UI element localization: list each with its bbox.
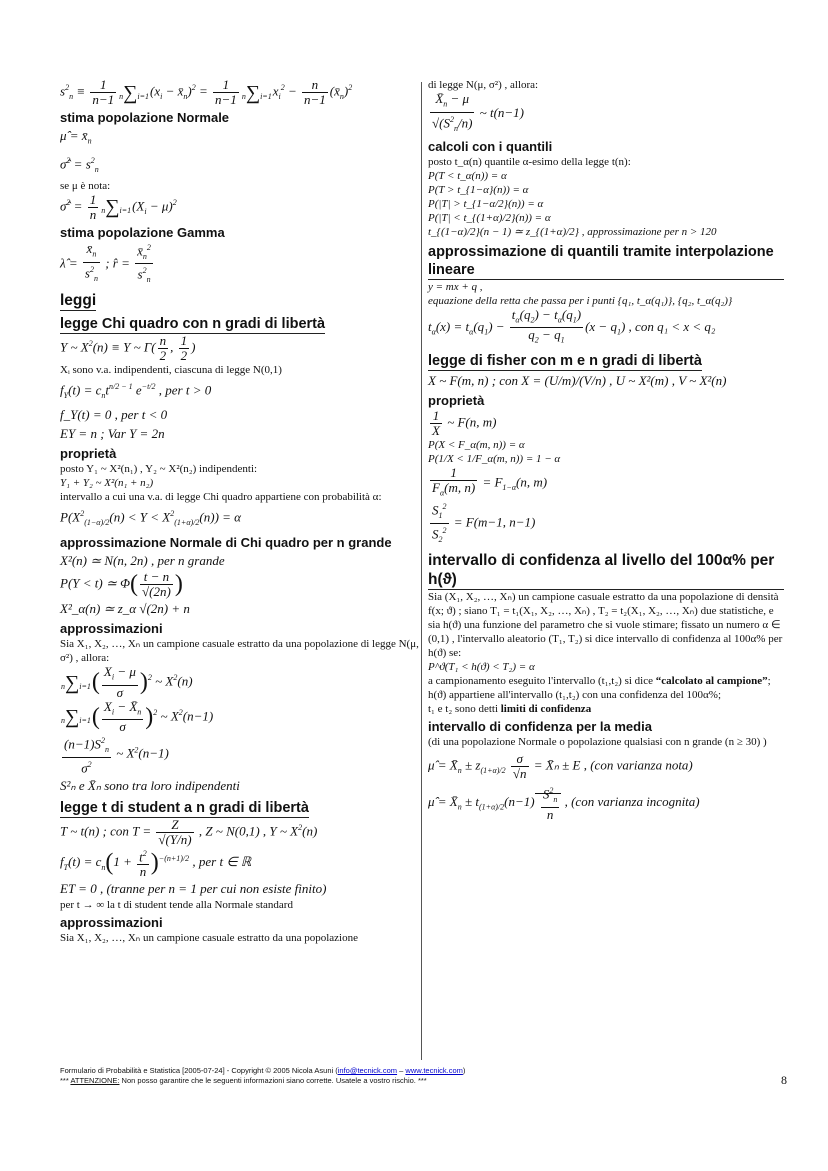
text-chi-desc: Xᵢ sono v.a. indipendenti, ciascuna di legge N(0,1) [60, 364, 282, 377]
text-ic-definition: Sia (X₁, X₂, …, Xₙ) un campione casuale estratto da una popolazione di densità f(x; ϑ) ; siano T₁ = t₁(X₁, X₂, …, Xₙ) , T₂ = t₂(X₁, X₂, …, Xₙ) due statistiche, e sia h(ϑ) una funzione del parametro che si vuole stimare; fissato un numero α ∈ (0,1) , l'intervallo aleatorio (T₁, T₂) si dice intervallo di confidenza al 100α% per h(ϑ) se: [428, 591, 783, 660]
heading-fisher: legge di fisher con m e n gradi di libertà [428, 352, 702, 369]
formula-approx-chi-2: P(Y < t) ≃ Φ( $\frac{t - n}{√(2n)}$ ) [60, 569, 183, 600]
formula-chi-density-zero: f_Y(t) = 0 , per t < 0 [60, 407, 168, 423]
heading-t-student: legge t di student a n gradi di libertà [60, 799, 309, 816]
text-posto: posto Y₁ ~ X²(n₁) , Y₂ ~ X²(n₂) indipendenti: [60, 463, 258, 476]
page-number: 8 [781, 1073, 787, 1087]
text-intervallo: intervallo a cui una v.a. di legge Chi quadro appartiene con probabilità α: [60, 491, 382, 504]
formula-fisher-inverse: $\frac{1}{X}$ ~ F(n, m) [432, 407, 497, 438]
text-media-desc: (di una popolazione Normale o popolazione qualsiasi con n grande (n ≥ 30) ) [428, 736, 767, 749]
text-ic-limiti: t₁ e t₂ sono detti limiti di confidenza [428, 703, 592, 716]
formula-fisher-prop-2: P(X < F_α(m, n)) = α [428, 438, 525, 451]
section-stima-gamma: stima popolazione Gamma [60, 224, 225, 240]
formula-t-statistic: $\frac{X̄_n - \mu}{√(S^2_n/n)}$ ~ t(n−1) [432, 91, 524, 133]
formula-fisher-prop-3: P(1/X < 1/F_α(m, n)) = 1 − α [428, 452, 561, 465]
heading-leggi: leggi [60, 292, 97, 310]
formula-sum-normal-mean: n∑i=1( $\frac{X_i - X̄_n}{\sigma}$ )$^2$ ~ $X^2(n-1)$ [61, 698, 214, 735]
section-proprieta-fisher: proprietà [428, 392, 485, 408]
formula-approx-chi-3: X²_α(n) ≃ z_α √(2n) + n [60, 601, 190, 617]
footer [60, 1066, 465, 1086]
text-sia: Sia X₁, X₂, …, Xₙ un campione casuale estratto da una popolazione di legge N(μ, σ²) , allora: [60, 638, 419, 665]
formula-interp-line: y = mx + q , [428, 280, 483, 293]
formula-t-definition: T ~ t(n) ; con T = $\frac{Z}{√(Y/n)}$ , Z ~ N(0,1) , Y ~ $X^2(n)$ [60, 816, 318, 847]
formula-chi-sum: Y₁ + Y₂ ~ X²(n₁ + n₂) [60, 477, 154, 490]
formula-quantile-3: P(|T| > t_{1−α/2}(n)) = α [428, 197, 544, 210]
formula-interp: $t_\alpha(x) = t_\alpha(q_1)$ − $\frac{t_\alpha(q_2) - t_\alpha(q_1)}{q_2 - q_1}$ $(x - q_1)$ , con q₁ < x < q₂ [428, 306, 716, 345]
formula-chi-density: $f_Y(t) = c_nt^{n/2 - 1}$ $e^{-t/2}$ , per t > 0 [60, 382, 212, 401]
section-proprieta: proprietà [60, 446, 117, 462]
formula-chi-moments: EY = n ; Var Y = 2n [60, 426, 165, 442]
formula-fisher-variance-ratio: $\frac{S_1^2}{S_2^2}$ = F(m−1, n−1) [432, 502, 536, 545]
footer-warning: *** ATTENZIONE: Non posso garantire che le seguenti informazioni siano corrette. Usatele a vostro rischio. *** [60, 1076, 427, 1085]
text-di-legge: di legge N(μ, σ²) , allora: [428, 79, 539, 91]
formula-quantile-2: P(T > t_{1−α}(n)) = α [428, 183, 529, 196]
formula-ic-media-incognita: μ̂ = $X̄_n \pm t_{(1+\alpha)/2}(n-1)$ $\frac{S^2_n}{n}$ , (con varianza incognita) [428, 786, 700, 823]
formula-gamma-estimators: λ̂ = $\frac{x̄_n}{s^2_n}$ ; r̂ = $\frac{x̄_n^2}{s^2_n}$ [60, 241, 151, 285]
formula-quantile-1: P(T < t_α(n)) = α [428, 169, 507, 182]
formula-fisher-quantile: $\frac{1}{F_\alpha(m, n)}$ = $F_{1-\alpha}(n$, m) [432, 464, 548, 498]
formula-sigma-hat: σ̂$^2$ = $s^2_n$ [60, 155, 99, 174]
formula-sigma-hat-mu-nota: σ̂$^2$ = $\frac{1}{n}$ $n\sum i=1(X_i - \mu)^2$ [60, 191, 177, 222]
formula-t-expected: ET = 0 , (tranne per n = 1 per cui non esiste finito) [60, 880, 327, 896]
section-stima-normale: stima popolazione Normale [60, 110, 230, 125]
section-intervallo-media: intervallo di confidenza per la media [428, 719, 652, 735]
formula-fisher-def: X ~ F(m, n) ; con X = (U/m)/(V/n) , U ~ X²(m) , V ~ X²(n) [428, 372, 727, 388]
formula-chi-interval: $P(X^2_{(1-\alpha)/2}(n) < Y < X^2_{(1+\alpha)/2}(n)) = \alpha$ [60, 509, 241, 528]
column-divider [421, 82, 422, 1060]
formula-approx-chi-1: X²(n) ≃ N(n, 2n) , per n grande [60, 553, 225, 569]
text-posto-quantile: posto t_α(n) quantile α-esimo della legge t(n): [428, 155, 631, 168]
formula-interp-desc: equazione della retta che passa per i punti {q₁, t_α(q₁)}, {q₂, t_α(q₂)} [428, 294, 733, 307]
text-sia-2: Sia X₁, X₂, …, Xₙ un campione casuale estratto da una popolazione [60, 931, 358, 944]
heading-interpolazione: approssimazione di quantili tramite interpolazione lineare [428, 243, 784, 280]
right-column [428, 78, 784, 822]
formula-sample-variance: $s^2_n$ ≡ $\frac{1}{n-1}$ $n\sum i=1(x_i$ − $x̄_n)^2$ = $\frac{1}{n-1}$ $n\sum i=1x_i^2$ − $\frac{n}{n-1}$ $(x̄_n)^2$ [60, 77, 353, 107]
formula-t-density: $f_T(t) = c_n(1$ + $\frac{t^2}{n}$ )$^{-(n+1)/2}$ , per t ∈ ℝ [60, 848, 252, 879]
formula-quantile-5: t_{(1−α)/2}(n − 1) ≃ z_{(1+α)/2} , approssimazione per n > 120 [428, 225, 717, 238]
text-ic-appartiene: h(ϑ) appartiene all'intervallo (t₁,t₂) con una confidenza del 100α%; [428, 689, 721, 702]
formula-quantile-4: P(|T| < t_{(1+α)/2}(n)) = α [428, 211, 551, 224]
formula-sum-normal-mu: n∑i=1( $\frac{X_i - \mu}{\sigma}$ )$^2$ ~ $X^2(n)$ [61, 664, 193, 700]
section-approssimazioni: approssimazioni [60, 621, 163, 637]
left-column [60, 78, 420, 945]
text-t-limit: per t → ∞ la t di student tende alla Normale standard [60, 898, 293, 911]
formula-ic: P^ϑ(T₁ < h(ϑ) < T₂) = α [428, 661, 535, 674]
footer-copyright: Formulario di Probabilità e Statistica [2005-07-24] - Copyright © 2005 Nicola Asuni (info@tecnick.com – www.tecnick.com) [60, 1066, 466, 1075]
formula-variance-chi: $\frac{(n-1)S^2_n}{\sigma^2}$ ~ $X^2(n-1)$ [64, 736, 169, 776]
formula-ic-media-nota: μ̂ = $X̄_n \pm z_{(1+\alpha)/2}$ $\frac{\sigma}{√n}$ = X̄ₙ ± E , (con varianza nota) [428, 751, 693, 782]
site-link[interactable]: www.tecnick.com [405, 1066, 463, 1075]
formula-chi-gamma: Y ~ $X^2(n) \equiv Y$ ~ Γ( $\frac{n}{2}$ , $\frac{1}{2}$ ) [60, 333, 196, 364]
text-mu-nota: se μ è nota: [60, 179, 111, 192]
heading-chi-quadro: legge Chi quadro con n gradi di libertà [60, 316, 326, 333]
heading-intervallo-confidenza: intervallo di confidenza al livello del 100α% per h(ϑ) [428, 551, 784, 590]
formula-indipendenza: S²ₙ e X̄ₙ sono tra loro indipendenti [60, 777, 240, 793]
section-approx-chi: approssimazione Normale di Chi quadro per n grande [60, 535, 392, 551]
formula-mu-hat: μ̂ = $x̄_n$ [60, 128, 92, 146]
email-link[interactable]: info@tecnick.com [337, 1066, 398, 1075]
text-ic-campione: a campionamento eseguito l'intervallo (t₁,t₂) si dice “calcolato al campione”; [428, 675, 771, 688]
section-calcoli-quantili: calcoli con i quantili [428, 138, 553, 154]
section-approssimazioni-2: approssimazioni [60, 914, 163, 930]
